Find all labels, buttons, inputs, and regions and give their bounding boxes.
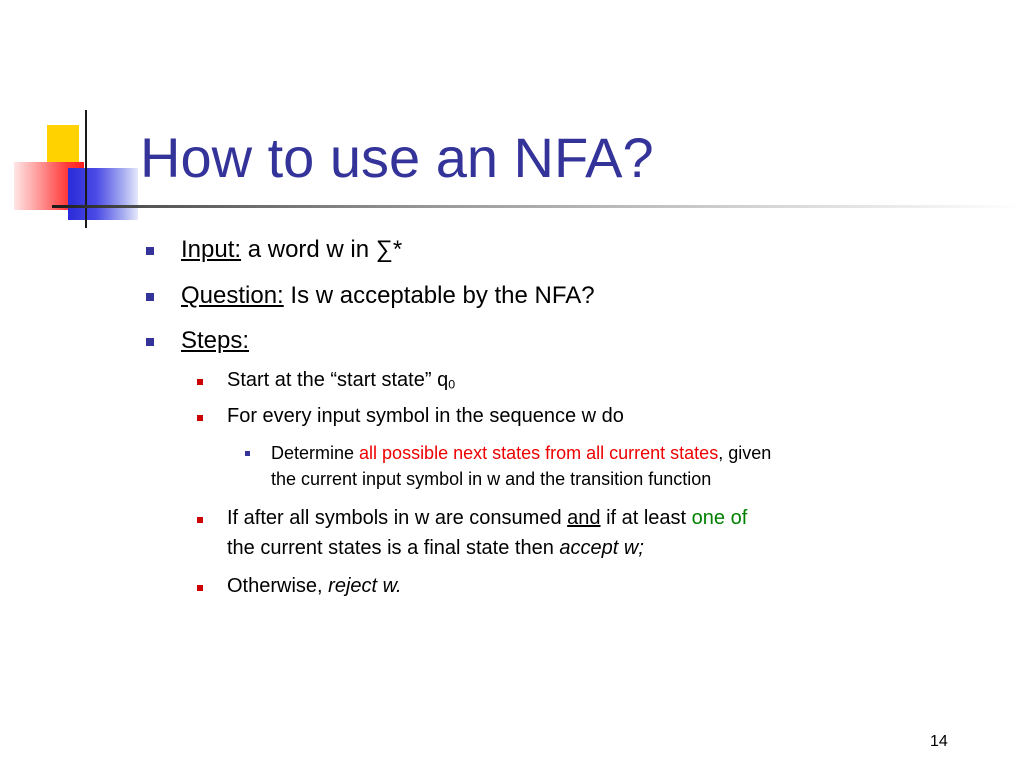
logo-vertical-line [85, 110, 87, 228]
title-underline-rule [52, 205, 1024, 208]
if-and: and [567, 507, 601, 529]
step-start [227, 367, 455, 393]
if-line2-text: the current states is a final state then [227, 537, 560, 559]
logo-blue-square [68, 168, 138, 220]
question-text: Is w acceptable by the NFA? [283, 282, 595, 309]
determine-line2: the current input symbol in w and the transition function [271, 469, 712, 489]
step-every-text: For every input symbol in the sequence w do [227, 405, 624, 427]
bullet-square-icon [146, 338, 154, 346]
bullet-steps [181, 326, 249, 356]
if-prefix: If after all symbols in w are consumed [227, 507, 568, 529]
step-every [227, 403, 624, 429]
step-if-line2 [227, 535, 644, 561]
otherwise-italic: reject w. [328, 575, 402, 597]
question-label: Question: [181, 282, 284, 309]
slide-title: How to use an NFA? [140, 126, 654, 189]
determine-highlight: all possible next states from all current states [359, 443, 719, 463]
step-otherwise [227, 573, 402, 599]
bullet-square-icon [197, 379, 203, 385]
bullet-square-icon [197, 415, 203, 421]
bullet-input [181, 235, 402, 265]
if-highlight: one of [691, 507, 748, 529]
if-middle: if at least [600, 507, 692, 529]
bullet-question [181, 281, 595, 311]
bullet-square-icon [197, 585, 203, 591]
step-determine-line2 [271, 467, 711, 491]
step-start-subscript: 0 [448, 377, 456, 392]
page-number: 14 [930, 733, 948, 750]
if-line2-italic: accept w; [559, 537, 644, 559]
step-start-text: Start at the “start state” q [227, 369, 449, 391]
step-determine-line1 [271, 441, 771, 465]
determine-suffix: , given [718, 443, 772, 463]
input-text: a word w in ∑* [241, 236, 403, 263]
steps-label: Steps: [181, 327, 250, 354]
determine-prefix: Determine [271, 443, 360, 463]
otherwise-prefix: Otherwise, [227, 575, 329, 597]
bullet-square-icon [146, 293, 154, 301]
input-label: Input: [181, 236, 242, 263]
bullet-square-icon [146, 247, 154, 255]
bullet-square-icon [245, 451, 250, 456]
bullet-square-icon [197, 517, 203, 523]
step-if-line1 [227, 505, 747, 531]
